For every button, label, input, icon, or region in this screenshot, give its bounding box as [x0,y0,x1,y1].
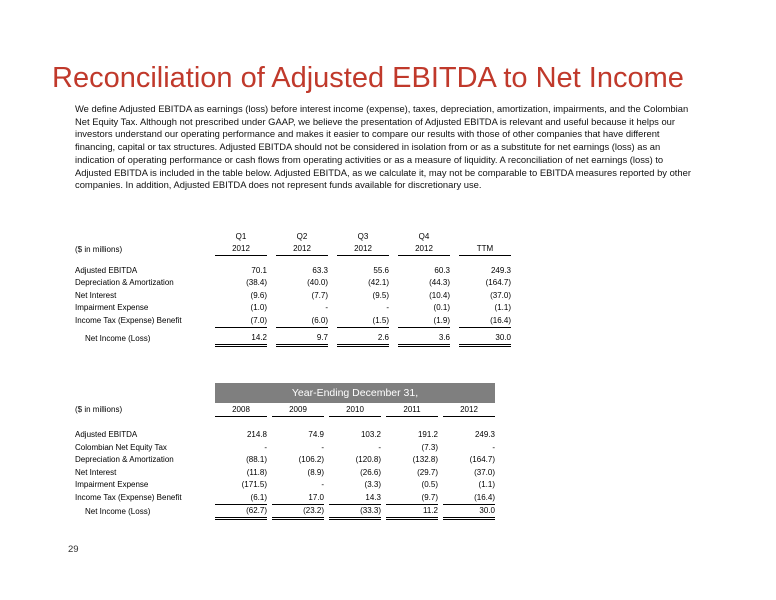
cell-value: (164.7) [469,455,495,465]
table-row [75,289,511,302]
table-row [75,429,495,442]
total-value: (33.3) [329,504,381,519]
intro-text: We define Adjusted EBITDA as earnings (loss) before interest income (expense), taxes, depreciation, amortization, impairments, and the Colombian Net Equity Tax. Although not prescribed under GAAP, we believe the presentation of Adjusted EBITDA is relevant and useful because it helps our investors understand our operating performance and makes it easier to compare our results with those of other companies that have different financing, capital or tax structures. Adjusted EBITDA should not be considered in isolation from or as a substitute for net earnings (loss) as an indication of operating performance or cash flows from operating activities or as a measure of liquidity. A reconciliation of net earnings (loss) to Adjusted EBITDA is included in the table below. Adjusted EBITDA, as we calculate it, may not be comparable to EBITDA measures reported by other companies. In addition, Adjusted EBITDA does not represent funds available for discretionary use. [75,103,691,191]
total-value: (62.7) [215,504,267,519]
row-label: Adjusted EBITDA [75,430,138,440]
table-row [75,479,495,492]
cell-value: (40.0) [307,278,328,288]
cell-value: (6.0) [276,314,328,327]
cell-value: (8.9) [307,467,324,477]
col-header-year: 2011 [386,403,438,416]
row-label: Net Interest [75,290,117,300]
cell-value: 14.3 [329,491,381,504]
header-row-bottom [75,243,511,256]
row-label: Income Tax (Expense) Benefit [75,493,182,502]
cell-value: (7.3) [421,442,438,452]
total-value: 2.6 [337,332,389,346]
cell-value: 103.2 [360,430,381,440]
cell-value: 249.3 [490,265,511,275]
table-row [75,314,511,327]
cell-value: (37.0) [490,290,511,300]
cell-value: (1.9) [398,314,450,327]
cell-value: (0.1) [433,303,450,313]
total-value: 14.2 [215,332,267,346]
col-header-ttm: TTM [459,243,511,256]
yearly-reconciliation-table [75,383,495,520]
col-header-year: 2012 [215,243,267,256]
intro-paragraph [75,103,691,192]
table-row [75,466,495,479]
cell-value: 191.2 [417,430,438,440]
col-header-quarter: Q4 [418,231,430,241]
col-header-quarter: Q1 [235,231,247,241]
cell-value: (42.1) [368,278,389,288]
cell-value: (164.7) [485,278,511,288]
cell-value: - [321,480,324,490]
total-row [75,332,511,346]
col-header-quarter: Q3 [357,231,369,241]
row-label: Impairment Expense [75,303,149,313]
cell-value: 70.1 [251,265,267,275]
cell-value: (29.7) [417,467,438,477]
cell-value: (26.6) [360,467,381,477]
cell-value: (106.2) [298,455,324,465]
cell-value: 249.3 [474,430,495,440]
total-label: Net Income (Loss) [85,334,151,343]
total-row [75,504,495,519]
total-value: 11.2 [386,504,438,519]
cell-value: (6.1) [215,491,267,504]
table-row [75,491,495,504]
cell-value: (44.3) [429,278,450,288]
cell-value: (9.6) [250,290,267,300]
col-header-year: 2010 [329,403,381,416]
cell-value: (7.0) [215,314,267,327]
row-label: Adjusted EBITDA [75,265,138,275]
cell-value: (37.0) [474,467,495,477]
header-row-top [75,230,511,243]
cell-value: - [386,303,389,313]
total-label: Net Income (Loss) [85,506,151,516]
row-label: Income Tax (Expense) Benefit [75,316,182,325]
col-header-year: 2012 [443,403,495,416]
slide-title: Reconciliation of Adjusted EBITDA to Net Income [52,62,684,94]
unit-label: ($ in millions) [75,405,123,414]
cell-value: (1.1) [494,303,511,313]
cell-value: - [264,442,267,452]
cell-value: - [325,303,328,313]
col-header-year: 2009 [272,403,324,416]
row-label: Depreciation & Amortization [75,455,174,465]
col-header-year: 2008 [215,403,267,416]
cell-value: (171.5) [241,480,267,490]
cell-value: (9.5) [372,290,389,300]
cell-value: (132.8) [412,455,438,465]
cell-value: (9.7) [386,491,438,504]
col-header-year: 2012 [276,243,328,256]
cell-value: (120.8) [355,455,381,465]
cell-value: 63.3 [312,265,328,275]
cell-value: (1.5) [337,314,389,327]
cell-value: - [492,442,495,452]
table-row [75,302,511,315]
cell-value: (16.4) [459,314,511,327]
cell-value: 74.9 [308,430,324,440]
col-header-year: 2012 [337,243,389,256]
cell-value: (16.4) [443,491,495,504]
cell-value: (1.0) [250,303,267,313]
row-label: Net Interest [75,467,117,477]
row-label: Depreciation & Amortization [75,278,174,288]
cell-value: 55.6 [373,265,389,275]
total-value: 3.6 [398,332,450,346]
cell-value: - [321,442,324,452]
cell-value: (38.4) [246,278,267,288]
cell-value: (11.8) [246,467,267,477]
col-header-quarter: Q2 [296,231,308,241]
col-header-year: 2012 [398,243,450,256]
banner-row [75,383,495,403]
total-value: 30.0 [459,332,511,346]
cell-value: 214.8 [246,430,267,440]
col-header-quarter [459,230,511,243]
cell-value: 60.3 [434,265,450,275]
page-number: 29 [68,544,79,555]
total-value: (23.2) [272,504,324,519]
cell-value: (7.7) [311,290,328,300]
cell-value: 17.0 [272,491,324,504]
table-row [75,454,495,467]
cell-value: (3.3) [364,480,381,490]
cell-value: - [378,442,381,452]
table-row [75,277,511,290]
row-label: Impairment Expense [75,480,149,490]
total-value: 30.0 [443,504,495,519]
year-ending-banner: Year-Ending December 31, [215,383,495,403]
cell-value: (88.1) [246,455,267,465]
quarterly-reconciliation-table [75,230,511,347]
header-row [75,403,495,416]
row-label: Colombian Net Equity Tax [75,442,167,452]
table-row [75,264,511,277]
total-value: 9.7 [276,332,328,346]
cell-value: (0.5) [421,480,438,490]
table-row [75,441,495,454]
unit-label: ($ in millions) [75,244,123,254]
cell-value: (10.4) [429,290,450,300]
cell-value: (1.1) [478,480,495,490]
